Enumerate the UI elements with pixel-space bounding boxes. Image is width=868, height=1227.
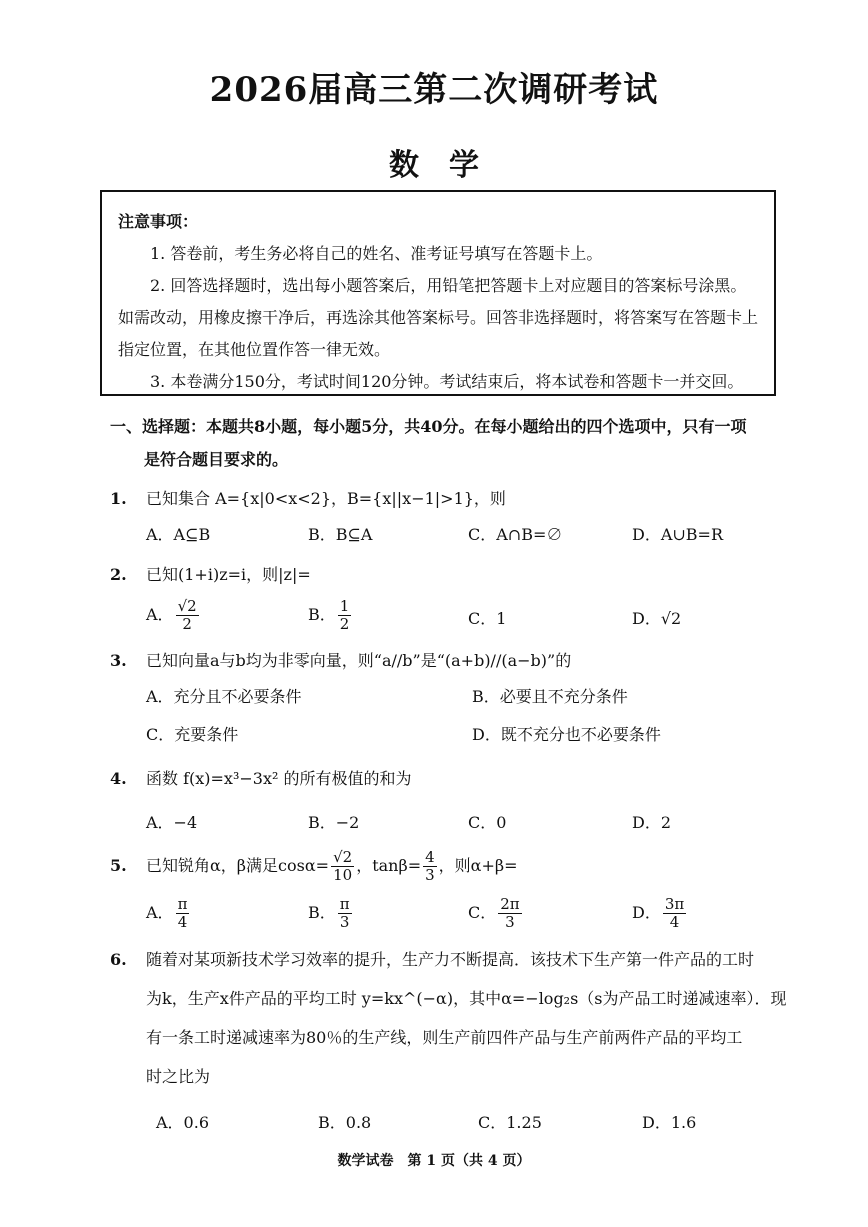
question-stem: 已知(1+i)z=i，则|z|= xyxy=(146,565,311,584)
fraction-denominator: 2 xyxy=(182,615,192,633)
notice-item-2: 2. 回答选择题时，选出每小题答案后，用铅笔把答题卡上对应题目的答案标号涂黑。如需改动，用橡皮擦干净后，再选涂其他答案标号。回答非选择题时，将答案写在答题卡上指定位置，在其他位置作答一律无效。 xyxy=(118,276,759,359)
section-line-2: 是符合题目要求的。 xyxy=(144,450,289,469)
fraction xyxy=(176,896,190,931)
option-b: B．B⊆A xyxy=(308,525,373,544)
fraction xyxy=(331,849,354,884)
option-a: A．A⊆B xyxy=(146,525,211,544)
options-q6 xyxy=(156,1110,796,1144)
options-q2 xyxy=(146,598,786,638)
stem-part: ，tanβ= xyxy=(356,856,422,875)
question-number: 6. xyxy=(110,950,127,969)
option-c: C．1.25 xyxy=(478,1113,542,1132)
stem-part: ，则α+β= xyxy=(438,856,518,875)
option-c: C．A∩B=∅ xyxy=(468,525,563,544)
fraction-denominator: 2 xyxy=(339,615,350,633)
option-b xyxy=(308,896,354,931)
stem-part: 已知锐角α，β满足cosα= xyxy=(146,856,330,875)
options-q5 xyxy=(146,896,786,936)
question-number: 1. xyxy=(110,489,127,508)
option-b xyxy=(308,598,353,633)
option-b: B．−2 xyxy=(308,813,360,832)
option-b: B．0.8 xyxy=(318,1113,372,1132)
options-q4 xyxy=(146,810,786,844)
option-a xyxy=(146,598,201,633)
question-5 xyxy=(110,846,790,886)
fraction-numerator: 4 xyxy=(425,848,435,866)
question-number: 5. xyxy=(110,856,127,875)
option-d: D．既不充分也不必要条件 xyxy=(472,725,661,744)
stem-line-4: 时之比为 xyxy=(146,1067,211,1086)
fraction xyxy=(498,896,521,931)
fraction-denominator: 3 xyxy=(505,913,515,931)
option-d xyxy=(632,896,688,931)
fraction-numerator: √2 xyxy=(177,597,197,615)
stem-line-3: 有一条工时递减速率为80％的生产线，则生产前四件产品与生产前两件产品的平均工 xyxy=(146,1028,743,1047)
option-d: D．√2 xyxy=(632,609,682,628)
option-a: A．−4 xyxy=(146,813,198,832)
page-footer: 数学试卷 第 1 页（共 4 页） xyxy=(337,1153,531,1169)
question-number: 2. xyxy=(110,565,127,584)
fraction-denominator: 3 xyxy=(425,866,435,884)
option-c: C．1 xyxy=(468,609,507,628)
option-b: B．必要且不充分条件 xyxy=(472,687,628,706)
question-stem: 已知向量a与b均为非零向量，则“a//b”是“(a+b)//(a−b)”的 xyxy=(146,651,572,670)
question-4 xyxy=(110,764,790,794)
question-stem: 已知集合 A={x|0<x<2}，B={x||x−1|>1}，则 xyxy=(146,489,506,508)
fraction-denominator: 4 xyxy=(177,913,188,931)
fraction xyxy=(176,598,199,633)
option-a xyxy=(146,896,191,931)
notice-item-3: 3. 本卷满分150分，考试时间120分钟。考试结束后，将本试卷和答题卡一并交回。 xyxy=(150,372,744,391)
stem-line-1: 随着对某项新技术学习效率的提升，生产力不断提高．该技术下生产第一件产品的工时 xyxy=(146,950,755,969)
fraction-numerator: √2 xyxy=(333,848,353,866)
fraction-denominator: 3 xyxy=(339,913,350,931)
option-c: C．0 xyxy=(468,813,507,832)
option-c: C．充要条件 xyxy=(146,725,239,744)
subject-title: 数 学 xyxy=(389,148,479,183)
option-label: B． xyxy=(308,605,336,624)
option-label: B． xyxy=(308,903,336,922)
fraction-numerator: 1 xyxy=(339,597,350,615)
question-stem: 函数 f(x)=x³−3x² 的所有极值的和为 xyxy=(146,769,412,788)
fraction xyxy=(338,896,352,931)
question-number: 3. xyxy=(110,651,127,670)
option-label: C． xyxy=(468,903,497,922)
question-6 xyxy=(110,940,790,1096)
question-number: 4. xyxy=(110,769,127,788)
fraction xyxy=(423,849,437,884)
fraction-numerator: π xyxy=(339,895,350,913)
option-c xyxy=(468,896,524,931)
fraction-denominator: 4 xyxy=(669,913,680,931)
fraction-numerator: 3π xyxy=(664,895,685,913)
option-d: D．2 xyxy=(632,813,672,832)
question-2 xyxy=(110,560,790,590)
option-label: A． xyxy=(146,605,174,624)
options-q3-row2 xyxy=(146,722,786,756)
question-1 xyxy=(110,484,790,514)
question-stem xyxy=(110,846,790,886)
notice-item-1: 1. 答卷前，考生务必将自己的姓名、准考证号填写在答题卡上。 xyxy=(150,244,603,263)
options-q1 xyxy=(146,522,786,556)
option-d: D．1.6 xyxy=(642,1113,697,1132)
fraction-numerator: π xyxy=(177,895,188,913)
option-label: A． xyxy=(146,903,174,922)
exam-title: 2026届高三第二次调研考试 xyxy=(209,70,659,110)
option-label: D． xyxy=(632,903,661,922)
options-q3-row1 xyxy=(146,684,786,718)
notice-box xyxy=(100,190,776,396)
notice-heading: 注意事项： xyxy=(118,212,199,231)
fraction-denominator: 10 xyxy=(333,866,353,884)
stem-line-2: 为k，生产x件产品的平均工时 y=kx^(−α)，其中α=−log₂s（s为产品工时递减速率）．现 xyxy=(146,989,787,1008)
fraction xyxy=(338,598,352,633)
fraction xyxy=(663,896,686,931)
question-3 xyxy=(110,646,790,676)
section-line-1: 一、选择题：本题共8小题，每小题5分，共40分。在每小题给出的四个选项中，只有一项 xyxy=(110,417,747,436)
section-heading xyxy=(110,410,790,476)
option-a: A．充分且不必要条件 xyxy=(146,687,302,706)
fraction-numerator: 2π xyxy=(500,895,520,913)
option-a: A．0.6 xyxy=(156,1113,210,1132)
option-d: D．A∪B=R xyxy=(632,525,724,544)
